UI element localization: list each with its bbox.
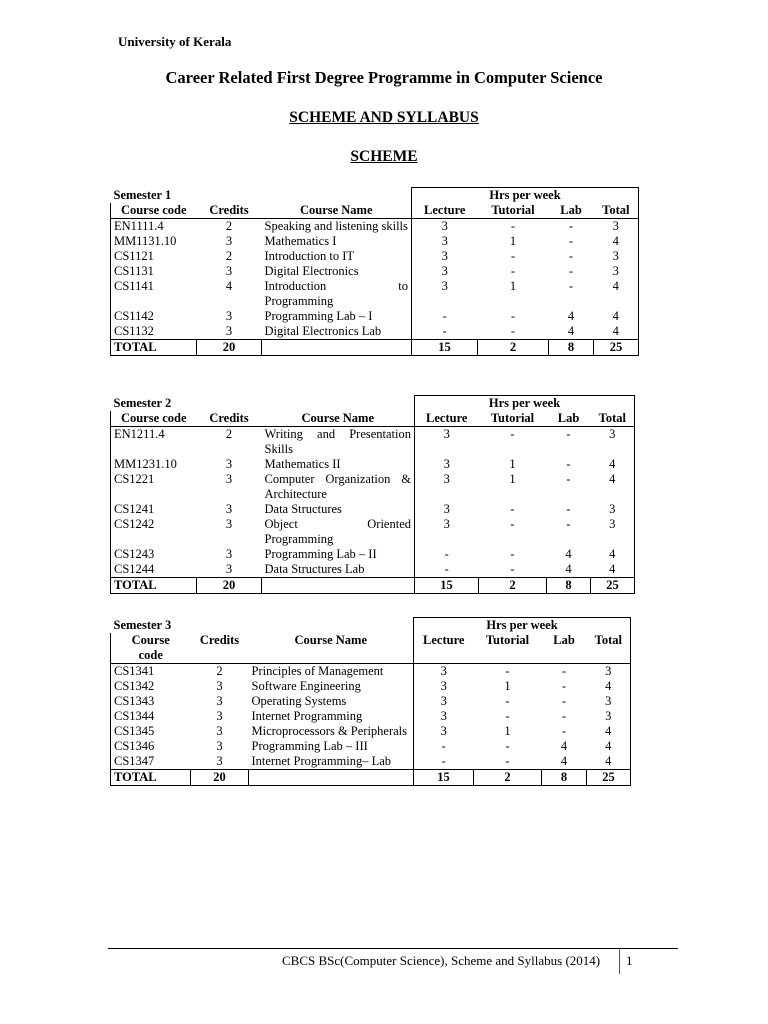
- total: 3: [591, 502, 635, 517]
- lecture: -: [415, 547, 479, 562]
- col-course-name: Course Name: [262, 203, 412, 219]
- col-total: Total: [594, 203, 639, 219]
- lecture: 3: [412, 264, 478, 279]
- table-row: [111, 709, 631, 724]
- hrs-per-week-header: Hrs per week: [415, 396, 635, 412]
- credits: 3: [225, 472, 233, 486]
- total: 4: [591, 562, 635, 578]
- credits: 3: [225, 562, 233, 576]
- total-lecture: 15: [412, 340, 478, 356]
- lab: -: [566, 457, 571, 471]
- total: 4: [587, 679, 631, 694]
- lab: 4: [565, 562, 572, 576]
- tutorial: -: [505, 664, 510, 678]
- total: 3: [594, 264, 639, 279]
- total: 3: [591, 517, 635, 547]
- course-code: CS1342: [111, 679, 191, 694]
- hrs-per-week-header: Hrs per week: [412, 188, 639, 204]
- course-code: CS1142: [111, 309, 197, 324]
- tutorial: -: [510, 219, 516, 233]
- semester-label: Semester 1: [113, 187, 172, 202]
- lecture: -: [414, 754, 474, 770]
- total: 3: [591, 427, 635, 458]
- course-name: Speaking and listening skills: [264, 219, 408, 233]
- lecture: -: [412, 324, 478, 340]
- footer-accent-bar: [619, 948, 620, 974]
- total-blank: [262, 340, 412, 356]
- col-course-name: Course Name: [249, 633, 414, 664]
- col-tutorial: Tutorial: [479, 411, 547, 427]
- course-name: Mathematics I: [264, 234, 337, 248]
- course-code: CS1345: [111, 724, 191, 739]
- university-name: University of Kerala: [118, 34, 232, 49]
- page-title: Career Related First Degree Programme in Computer Science: [165, 68, 603, 87]
- lab: -: [561, 664, 567, 678]
- lab: -: [561, 679, 567, 693]
- table-row: [111, 234, 639, 249]
- table-row: [111, 324, 639, 340]
- course-name: Digital Electronics Lab: [264, 324, 382, 338]
- col-course-code: [111, 633, 191, 664]
- tutorial: 1: [504, 724, 511, 738]
- total-lecture: 15: [415, 578, 479, 594]
- credits: 3: [225, 264, 233, 278]
- tutorial: -: [510, 562, 515, 576]
- course-code: CS1221: [111, 472, 197, 502]
- col-course-code: Course code: [111, 411, 197, 427]
- course-name: Object Oriented Programming: [264, 517, 412, 546]
- lecture: 3: [415, 427, 479, 458]
- credits: 3: [225, 547, 233, 561]
- total-tutorial: 2: [478, 340, 549, 356]
- credits: 2: [225, 427, 233, 441]
- lecture: -: [412, 309, 478, 324]
- lab: 4: [567, 324, 575, 338]
- total: 4: [587, 739, 631, 754]
- lab: -: [566, 472, 571, 486]
- course-code: CS1131: [111, 264, 197, 279]
- course-code: CS1121: [111, 249, 197, 264]
- credits: 2: [225, 219, 233, 233]
- lab: 4: [560, 739, 568, 753]
- col-tutorial: Tutorial: [474, 633, 542, 664]
- lecture: 3: [415, 457, 479, 472]
- total-label: TOTAL: [111, 340, 197, 356]
- course-name: Programming Lab – I: [264, 309, 373, 323]
- credits: 3: [225, 234, 233, 248]
- lecture: 3: [414, 724, 474, 739]
- total-total: 25: [594, 340, 639, 356]
- lecture: 3: [414, 709, 474, 724]
- total: 4: [594, 279, 639, 309]
- course-name: Introduction to Programming: [264, 279, 409, 308]
- tutorial: -: [510, 249, 516, 263]
- tutorial: -: [505, 739, 510, 753]
- table-row: [111, 517, 635, 547]
- course-name: Data Structures: [264, 502, 342, 516]
- course-code: CS1141: [111, 279, 197, 309]
- total-row: [111, 340, 639, 356]
- table-row: [111, 264, 639, 279]
- lab: -: [566, 517, 571, 531]
- total-row: [111, 770, 631, 786]
- section-heading: SCHEME: [350, 148, 418, 165]
- lab: -: [561, 694, 567, 708]
- lecture: 3: [412, 279, 478, 309]
- lab: -: [566, 427, 571, 441]
- total: 3: [587, 709, 631, 724]
- credits: 3: [216, 709, 223, 723]
- col-credits: Credits: [197, 203, 262, 219]
- total-lab: 8: [547, 578, 591, 594]
- course-code: CS1344: [111, 709, 191, 724]
- course-name: Mathematics II: [264, 457, 341, 471]
- total-lab: 8: [549, 340, 594, 356]
- tutorial: 1: [509, 472, 516, 486]
- lecture: -: [414, 739, 474, 754]
- tutorial: -: [505, 694, 510, 708]
- course-name: Introduction to IT: [264, 249, 355, 263]
- table-row: [111, 724, 631, 739]
- total-row: [111, 578, 635, 594]
- lecture: 3: [415, 517, 479, 547]
- footer-text: CBCS BSc(Computer Science), Scheme and Syllabus (2014): [282, 953, 601, 968]
- table-row: [111, 502, 635, 517]
- tutorial: -: [510, 309, 516, 323]
- table-row: [111, 754, 631, 770]
- col-total: Total: [587, 633, 631, 664]
- course-code: CS1132: [111, 324, 197, 340]
- table-row: [111, 279, 639, 309]
- col-total: Total: [591, 411, 635, 427]
- credits: 3: [216, 739, 223, 753]
- table-row: [111, 664, 631, 680]
- credits: 3: [216, 694, 223, 708]
- credits: 3: [225, 309, 233, 323]
- credits: 3: [216, 754, 223, 768]
- lab: 4: [560, 754, 568, 768]
- course-name: Writing and Presentation Skills: [264, 427, 412, 456]
- col-course-code-line2: code: [138, 648, 163, 662]
- total: 4: [587, 754, 631, 770]
- lecture: 3: [412, 249, 478, 264]
- lab: -: [561, 709, 567, 723]
- credits: 3: [216, 679, 223, 693]
- lecture: 3: [414, 679, 474, 694]
- total-blank: [262, 578, 415, 594]
- total: 4: [591, 547, 635, 562]
- lecture: 3: [415, 472, 479, 502]
- col-course-code: Course code: [111, 203, 197, 219]
- lab: 4: [565, 547, 572, 561]
- lab: -: [568, 219, 574, 233]
- total: 4: [591, 457, 635, 472]
- hrs-per-week-header: Hrs per week: [414, 618, 631, 634]
- tutorial: -: [505, 754, 510, 768]
- lab: -: [561, 724, 567, 738]
- tutorial: 1: [504, 679, 511, 693]
- col-credits: Credits: [191, 633, 249, 664]
- course-code: CS1242: [111, 517, 197, 547]
- page-number: 1: [626, 953, 633, 968]
- col-lecture: Lecture: [412, 203, 478, 219]
- lecture: 3: [412, 219, 478, 235]
- lab: -: [568, 264, 574, 278]
- table-row: [111, 249, 639, 264]
- col-lecture: Lecture: [414, 633, 474, 664]
- lecture: 3: [414, 664, 474, 680]
- table-row: [111, 472, 635, 502]
- total: 4: [587, 724, 631, 739]
- semester-label: Semester 2: [113, 395, 172, 410]
- total: 4: [591, 472, 635, 502]
- semester-2-table: [110, 395, 635, 594]
- course-code: CS1343: [111, 694, 191, 709]
- lab: 4: [567, 309, 575, 323]
- course-name: Microprocessors & Peripherals: [251, 724, 408, 738]
- total-credits: 20: [197, 340, 262, 356]
- col-lab: Lab: [542, 633, 587, 664]
- table-row: [111, 562, 635, 578]
- table-row: [111, 427, 635, 458]
- total-credits: 20: [197, 578, 262, 594]
- col-lab: Lab: [547, 411, 591, 427]
- col-tutorial: Tutorial: [478, 203, 549, 219]
- course-code: MM1231.10: [111, 457, 197, 472]
- course-code: CS1244: [111, 562, 197, 578]
- total-label: TOTAL: [111, 770, 191, 786]
- course-code: MM1131.10: [111, 234, 197, 249]
- course-code: CS1243: [111, 547, 197, 562]
- total-tutorial: 2: [474, 770, 542, 786]
- lab: -: [568, 249, 574, 263]
- total: 4: [594, 309, 639, 324]
- tutorial: -: [510, 324, 516, 338]
- course-code: CS1341: [111, 664, 191, 680]
- total-credits: 20: [191, 770, 249, 786]
- course-code: CS1347: [111, 754, 191, 770]
- course-name: Programming Lab – III: [251, 739, 368, 753]
- credits: 3: [225, 324, 233, 338]
- tutorial: 1: [509, 234, 517, 248]
- course-name: Data Structures Lab: [264, 562, 365, 576]
- course-name: Software Engineering: [251, 679, 361, 693]
- lecture: -: [415, 562, 479, 578]
- table-row: [111, 219, 639, 235]
- semester-1-table: [110, 187, 639, 356]
- credits: 4: [225, 279, 233, 293]
- total: 3: [587, 694, 631, 709]
- tutorial: 1: [509, 279, 517, 293]
- course-name: Computer Organization & Architecture: [264, 472, 412, 501]
- credits: 3: [225, 517, 233, 531]
- course-code: EN1211.4: [111, 427, 197, 458]
- col-lecture: Lecture: [415, 411, 479, 427]
- tutorial: -: [505, 709, 510, 723]
- course-code: EN1111.4: [111, 219, 197, 235]
- course-name: Internet Programming– Lab: [251, 754, 392, 768]
- credits: 2: [216, 664, 223, 678]
- table-row: [111, 739, 631, 754]
- total-total: 25: [587, 770, 631, 786]
- tutorial: -: [510, 264, 516, 278]
- total-lab: 8: [542, 770, 587, 786]
- lecture: 3: [412, 234, 478, 249]
- total-blank: [249, 770, 414, 786]
- course-code: CS1346: [111, 739, 191, 754]
- lab: -: [568, 234, 574, 248]
- tutorial: -: [510, 517, 515, 531]
- credits: 3: [216, 724, 223, 738]
- col-lab: Lab: [549, 203, 594, 219]
- credits: 3: [225, 457, 233, 471]
- tutorial: -: [510, 427, 515, 441]
- table-row: [111, 679, 631, 694]
- total: 3: [594, 219, 639, 235]
- credits: 3: [225, 502, 233, 516]
- total: 4: [594, 234, 639, 249]
- credits: 2: [225, 249, 233, 263]
- col-course-name: Course Name: [262, 411, 415, 427]
- total-lecture: 15: [414, 770, 474, 786]
- col-course-code-line1: Course: [131, 633, 170, 647]
- course-name: Digital Electronics: [264, 264, 359, 278]
- semester-3-table: [110, 617, 631, 786]
- course-name: Operating Systems: [251, 694, 347, 708]
- lab: -: [566, 502, 571, 516]
- table-row: [111, 309, 639, 324]
- page-subtitle: SCHEME AND SYLLABUS: [289, 109, 479, 126]
- col-credits: Credits: [197, 411, 262, 427]
- course-name: Principles of Management: [251, 664, 384, 678]
- lecture: 3: [414, 694, 474, 709]
- lecture: 3: [415, 502, 479, 517]
- total: 3: [594, 249, 639, 264]
- course-name: Programming Lab – II: [264, 547, 377, 561]
- total: 3: [587, 664, 631, 680]
- tutorial: -: [510, 502, 515, 516]
- table-row: [111, 694, 631, 709]
- total-total: 25: [591, 578, 635, 594]
- course-name: Internet Programming: [251, 709, 363, 723]
- lab: -: [568, 279, 574, 293]
- tutorial: -: [510, 547, 515, 561]
- table-row: [111, 547, 635, 562]
- total-label: TOTAL: [111, 578, 197, 594]
- table-row: [111, 457, 635, 472]
- course-code: CS1241: [111, 502, 197, 517]
- footer-rule: [108, 948, 678, 949]
- total: 4: [594, 324, 639, 340]
- tutorial: 1: [509, 457, 516, 471]
- semester-label: Semester 3: [113, 617, 172, 632]
- total-tutorial: 2: [479, 578, 547, 594]
